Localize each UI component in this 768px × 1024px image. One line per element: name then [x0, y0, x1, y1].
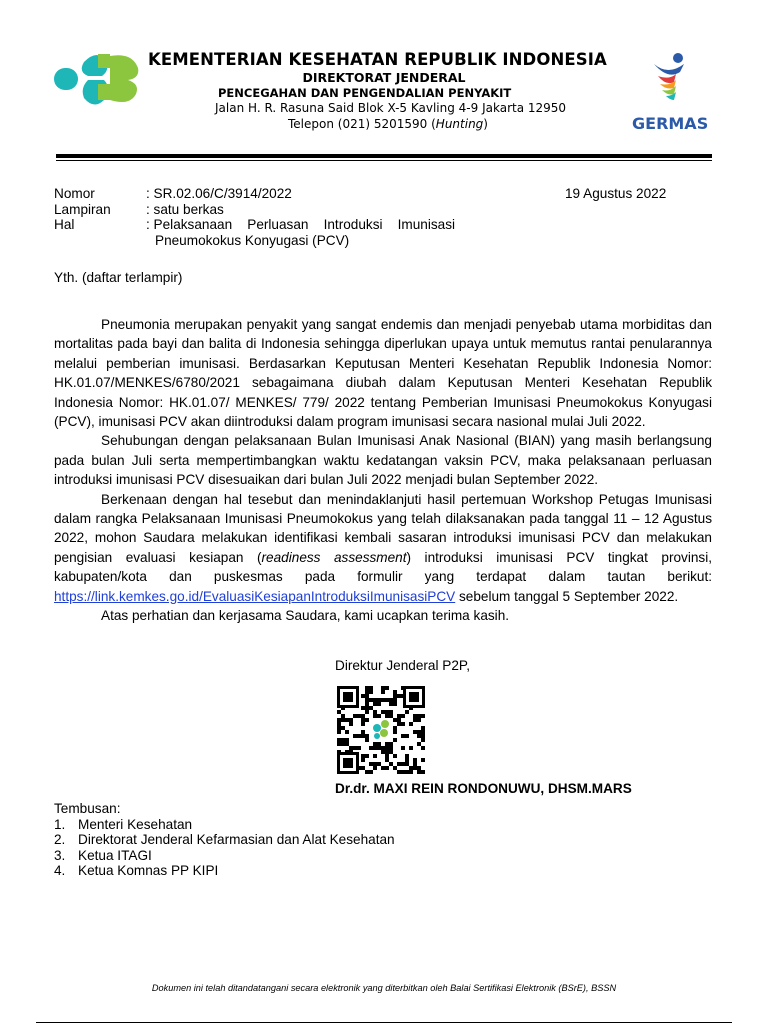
lampiran-label: Lampiran	[54, 202, 111, 217]
paragraph-4: Atas perhatian dan kerjasama Saudara, kami ucapkan terima kasih.	[101, 608, 510, 624]
letter-body	[54, 315, 712, 626]
nomor-label: Nomor	[54, 186, 95, 201]
letterhead-phone: Telepon (021) 5201590 (Hunting)	[288, 117, 488, 131]
ministry-title: KEMENTERIAN KESEHATAN REPUBLIK INDONESIA	[148, 50, 607, 69]
list-item: 4. Ketua Komnas PP KIPI	[54, 863, 219, 879]
lampiran-value: : satu berkas	[146, 202, 224, 217]
tembusan-list	[54, 801, 395, 879]
list-item: 3. Ketua ITAGI	[54, 847, 152, 863]
signatory-name: Dr.dr. MAXI REIN RONDONUWU, DHSM.MARS	[335, 781, 632, 796]
letterhead-rule-thick	[56, 154, 712, 158]
germas-label: GERMAS	[632, 114, 709, 133]
evaluation-form-link[interactable]: https://link.kemkes.go.id/EvaluasiKesiapanIntroduksiImunisasiPCV	[54, 588, 456, 604]
hal-label: Hal	[54, 217, 75, 232]
footer-rule	[36, 1022, 732, 1023]
addressee: Yth. (daftar terlampir)	[54, 270, 183, 285]
directorate-title: DIREKTORAT JENDERAL	[302, 70, 466, 85]
hal-value-line2: Pneumokokus Konyugasi (PCV)	[155, 233, 350, 248]
list-item: 1. Menteri Kesehatan	[54, 816, 193, 832]
tembusan-heading: Tembusan:	[54, 801, 121, 816]
letterhead-rule-thin	[56, 160, 712, 161]
paragraph-1: Pneumonia merupakan penyakit yang sangat endemis dan menjadi penyebab utama morbiditas dan mortalitas pada bayi dan balita di Indonesia sehingga diperlukan upaya untuk memutus rantai penularannya melalui pemberian imunisasi. Berdasarkan Keputusan Menteri Kesehatan Republik Indonesia Nomor: HK.01.07/MENKES/6780/2021 sebagaimana diubah dalam Keputusan Menteri Kesehatan Republik Indonesia Nomor: HK.01.07/ MENKES/ 779/ 2022 tentang Pemberian Imunisasi Pneumokokus Konyugasi (PCV), imunisasi PCV akan diintroduksi dalam program imunisasi secara nasional mulai Juli 2022.	[54, 317, 712, 430]
division-title: PENCEGAHAN DAN PENGENDALIAN PENYAKIT	[218, 86, 512, 100]
list-item: 2. Direktorat Jenderal Kefarmasian dan Alat Kesehatan	[54, 832, 395, 848]
letter-date: 19 Agustus 2022	[565, 186, 667, 201]
nomor-value: : SR.02.06/C/3914/2022	[146, 186, 292, 201]
esign-footer-note: Dokumen ini telah ditandatangani secara elektronik yang diterbitkan oleh Balai Sertifikasi Elektronik (BSrE), BSSN	[151, 983, 617, 993]
letterhead-address: Jalan H. R. Rasuna Said Blok X-5 Kavling 4-9 Jakarta 12950	[215, 101, 567, 115]
paragraph-2: Sehubungan dengan pelaksanaan Bulan Imunisasi Anak Nasional (BIAN) yang masih berlangsung pada bulan Juli serta mempertimbangkan waktu kedatangan vaksin PCV, maka pelaksanaan perluasan introduksi imunisasi PCV disesuaikan dari bulan Juli 2022 menjadi bulan September 2022.	[54, 433, 712, 488]
signatory-title: Direktur Jenderal P2P,	[335, 658, 471, 673]
qr-code-icon	[337, 686, 425, 774]
germas-logo-icon	[640, 50, 700, 108]
paragraph-3: Berkenaan dengan hal tesebut dan menindaklanjuti hasil pertemuan Workshop Petugas Imunisasi dalam rangka Pelaksanaan Imunisasi Pneumokokus yang telah dilaksanakan pada tanggal 11 – 12 Agustus 2022, mohon Saudara melakukan identifikasi kembali sasaran introduksi imunisasi PCV dan melakukan pengisian evaluasi kesiapan (readiness assessment) introduksi imunisasi PCV tingkat provinsi, kabupaten/kota dan puskesmas pada formulir yang terdapat dalam tautan berikut: https://link.kemkes.go.id/EvaluasiKesiapanIntroduksiImunisasiPCV sebelum tanggal 5 September 2022.	[54, 491, 713, 604]
hal-value-line1: : Pelaksanaan Perluasan Introduksi Imunisasi	[146, 217, 456, 232]
